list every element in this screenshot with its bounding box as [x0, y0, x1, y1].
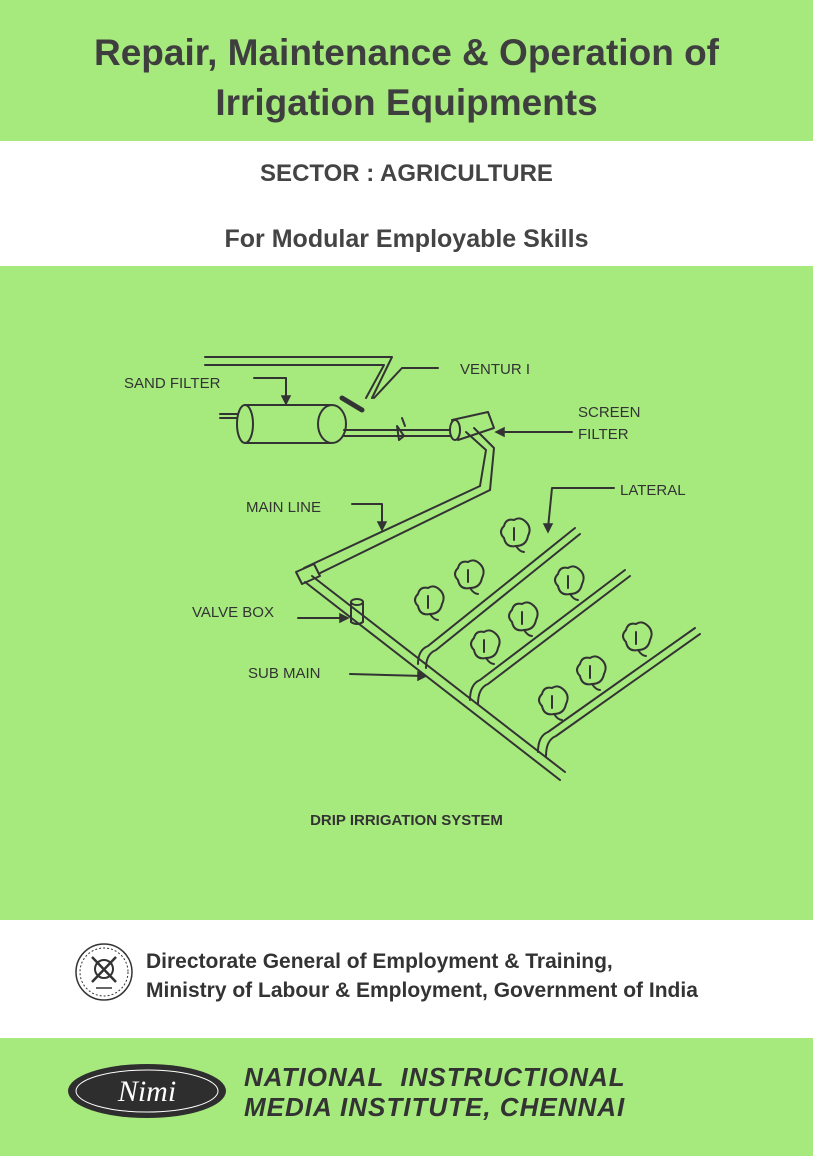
dget-line-2: Ministry of Labour & Employment, Government of India	[146, 979, 698, 1002]
nimi-text	[244, 1062, 626, 1122]
dget-line-1: Directorate General of Employment & Training,	[146, 950, 613, 973]
label-sand-filter: SAND FILTER	[124, 375, 221, 392]
title-line-1: Repair, Maintenance & Operation of	[93, 32, 719, 73]
plant	[623, 622, 652, 656]
label-lateral: LATERAL	[620, 482, 686, 499]
label-main-line: MAIN LINE	[246, 499, 322, 516]
label-screen-line1: SCREEN	[578, 404, 641, 421]
plant	[555, 566, 584, 600]
nimi-logo	[66, 1062, 228, 1120]
nimi-line-2: MEDIA INSTITUTE, CHENNAI	[244, 1092, 626, 1122]
plant	[501, 518, 530, 552]
nimi-line-1: NATIONAL INSTRUCTIONAL	[244, 1062, 626, 1092]
label-screen-line2: FILTER	[578, 426, 629, 443]
plant	[509, 602, 538, 636]
subtitle: For Modular Employable Skills	[224, 225, 589, 253]
plant	[455, 560, 484, 594]
label-valve-box: VALVE BOX	[192, 604, 274, 621]
plant	[471, 630, 500, 664]
label-sub-main: SUB MAIN	[248, 665, 321, 682]
document-title	[0, 28, 813, 128]
diagram-caption: DRIP IRRIGATION SYSTEM	[310, 812, 503, 829]
nimi-logo-text: Nimi	[117, 1075, 177, 1108]
plant	[415, 586, 444, 620]
sector-label: SECTOR : AGRICULTURE	[260, 160, 553, 187]
title-line-2: Irrigation Equipments	[215, 82, 598, 123]
plant	[539, 686, 568, 720]
plant	[577, 656, 606, 690]
dget-emblem-icon	[74, 942, 134, 1002]
label-venturi: VENTUR I	[460, 361, 531, 378]
dget-text	[146, 947, 698, 1005]
